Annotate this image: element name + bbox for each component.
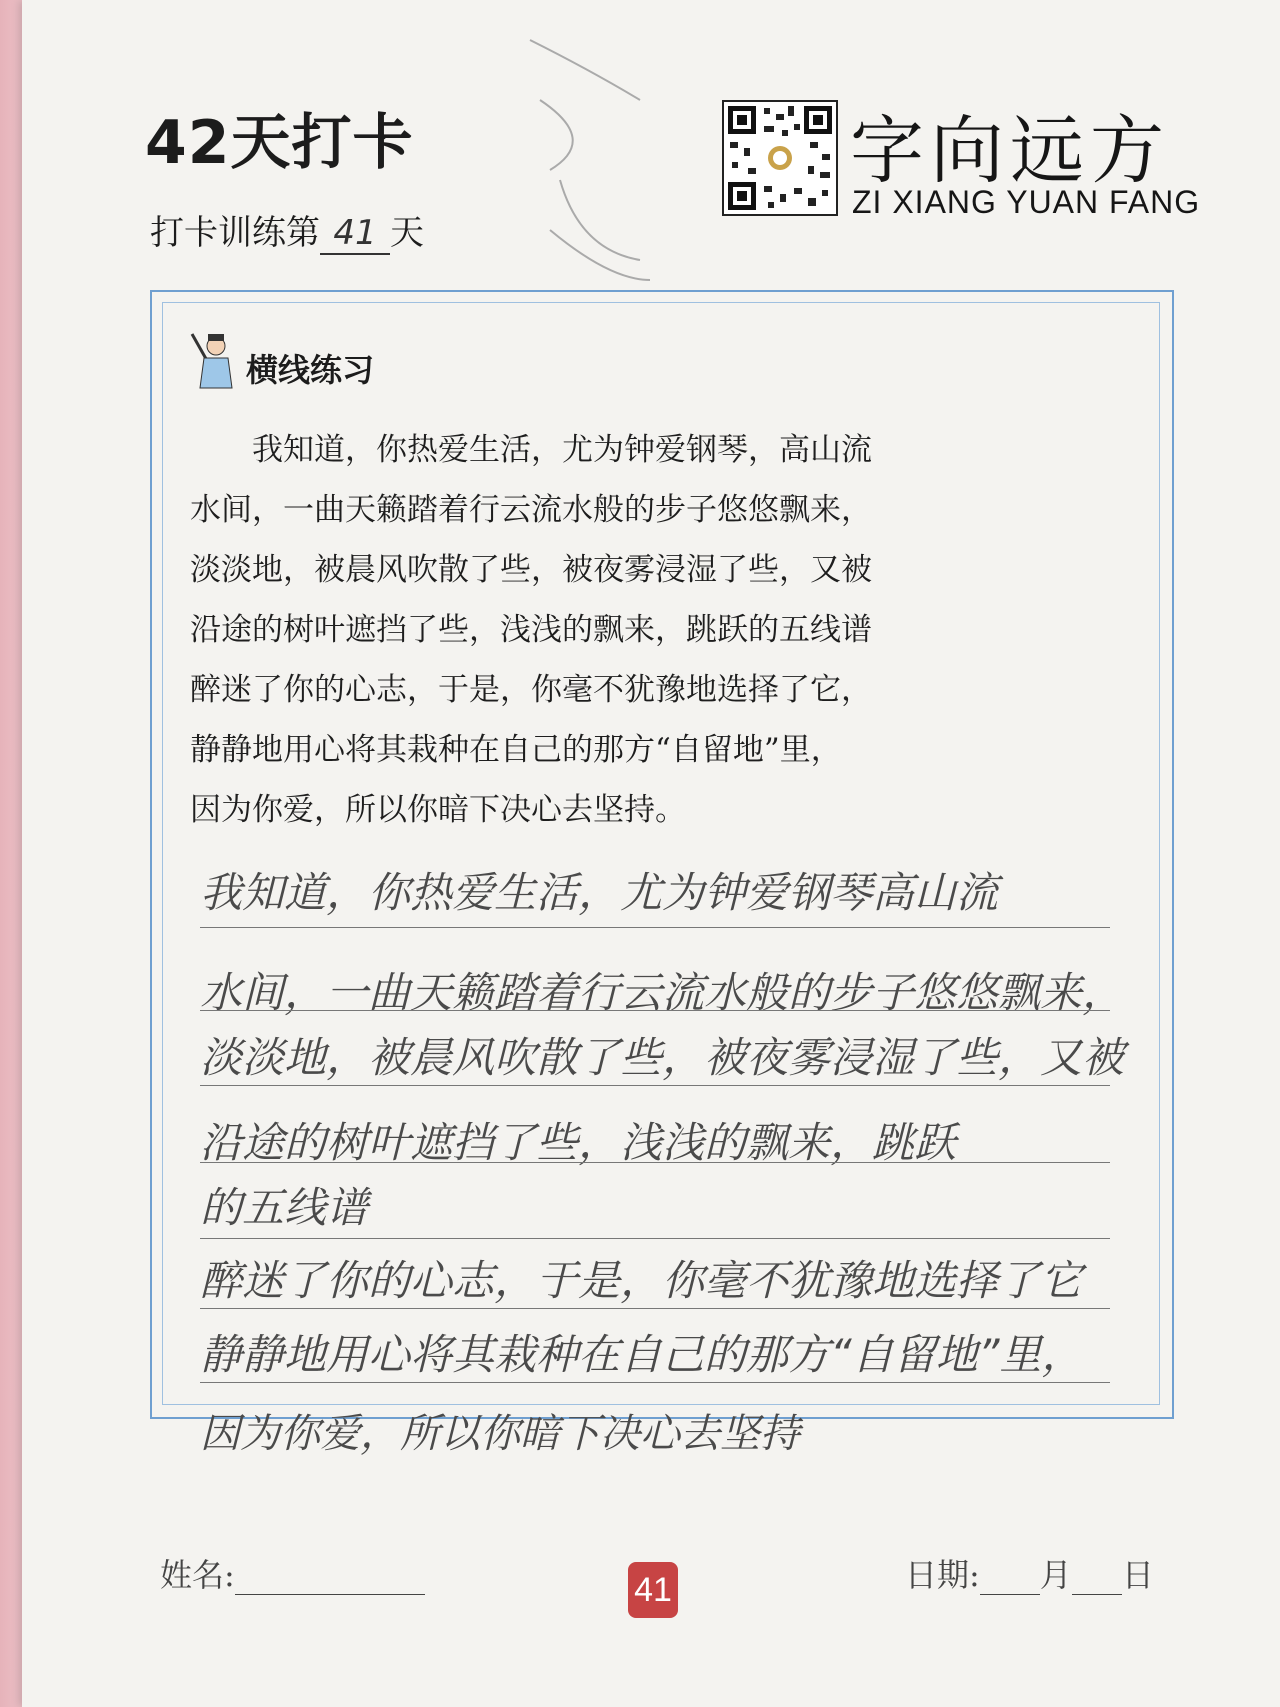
handwritten-line: 淡淡地，被晨风吹散了些，被夜雾浸湿了些，又被	[200, 1033, 1125, 1082]
handwritten-line: 水间，一曲天籁踏着行云流水般的步子悠悠飘来，	[200, 968, 1125, 1017]
qr-code-icon	[722, 100, 838, 216]
handwritten-line: 的五线谱	[200, 1183, 369, 1232]
ruled-line	[200, 927, 1110, 928]
ruled-line	[200, 1162, 1110, 1163]
handwritten-line: 醉迷了你的心志，于是，你毫不犹豫地选择了它	[200, 1256, 1083, 1305]
printed-line: 静静地用心将其栽种在自己的那方“自留地”里，	[190, 732, 842, 768]
page-number-badge: 41	[628, 1562, 678, 1618]
scholar-figure-icon	[188, 330, 238, 390]
ruled-line	[200, 1382, 1110, 1383]
printed-passage	[190, 420, 1130, 840]
ruled-line	[200, 1010, 1110, 1011]
printed-line: 我知道，你热爱生活，尤为钟爱钢琴，高山流	[190, 432, 872, 468]
name-blank[interactable]	[235, 1556, 425, 1595]
ruled-line	[200, 1308, 1110, 1309]
brand-romanized: ZI XIANG YUAN FANG	[852, 184, 1201, 220]
printed-line: 水间，一曲天籁踏着行云流水般的步子悠悠飘来，	[190, 492, 872, 528]
printed-line: 淡淡地，被晨风吹散了些，被夜雾浸湿了些，又被	[190, 552, 872, 588]
handwritten-line: 沿途的树叶遮挡了些，浅浅的飘来，跳跃	[200, 1118, 957, 1167]
subtitle-prefix: 打卡训练第	[150, 213, 320, 253]
printed-line: 因为你爱，所以你暗下决心去坚持。	[190, 792, 686, 828]
brand-logo-text: 字向远方	[850, 108, 1170, 194]
name-label: 姓名:	[160, 1556, 235, 1594]
month-blank[interactable]	[980, 1556, 1040, 1595]
day-blank[interactable]	[1072, 1556, 1122, 1595]
handwritten-line: 因为你爱，所以你暗下决心去坚持	[200, 1411, 800, 1457]
printed-line: 醉迷了你的心志，于是，你毫不犹豫地选择了它，	[190, 672, 872, 708]
handwritten-line: 静静地用心将其栽种在自己的那方“自留地”里，	[200, 1330, 1084, 1379]
page-title: 42天打卡	[145, 108, 414, 178]
subtitle-suffix: 天	[390, 213, 424, 253]
handwritten-line: 我知道，你热爱生活，尤为钟爱钢琴高山流	[200, 868, 999, 917]
ruled-line	[200, 1238, 1110, 1239]
printed-line: 沿途的树叶遮挡了些，浅浅的飘来，跳跃的五线谱	[190, 612, 872, 648]
name-field[interactable]	[160, 1550, 425, 1596]
date-field[interactable]	[905, 1550, 1154, 1596]
ruled-line	[200, 1085, 1110, 1086]
section-title: 横线练习	[246, 351, 375, 389]
day-written: 41	[320, 213, 390, 255]
check-in-day-line	[150, 205, 424, 255]
month-label: 月	[1039, 1556, 1072, 1594]
day-label: 日	[1121, 1556, 1154, 1594]
date-label: 日期:	[905, 1556, 980, 1594]
pencil-sketch-doodle	[520, 30, 660, 290]
